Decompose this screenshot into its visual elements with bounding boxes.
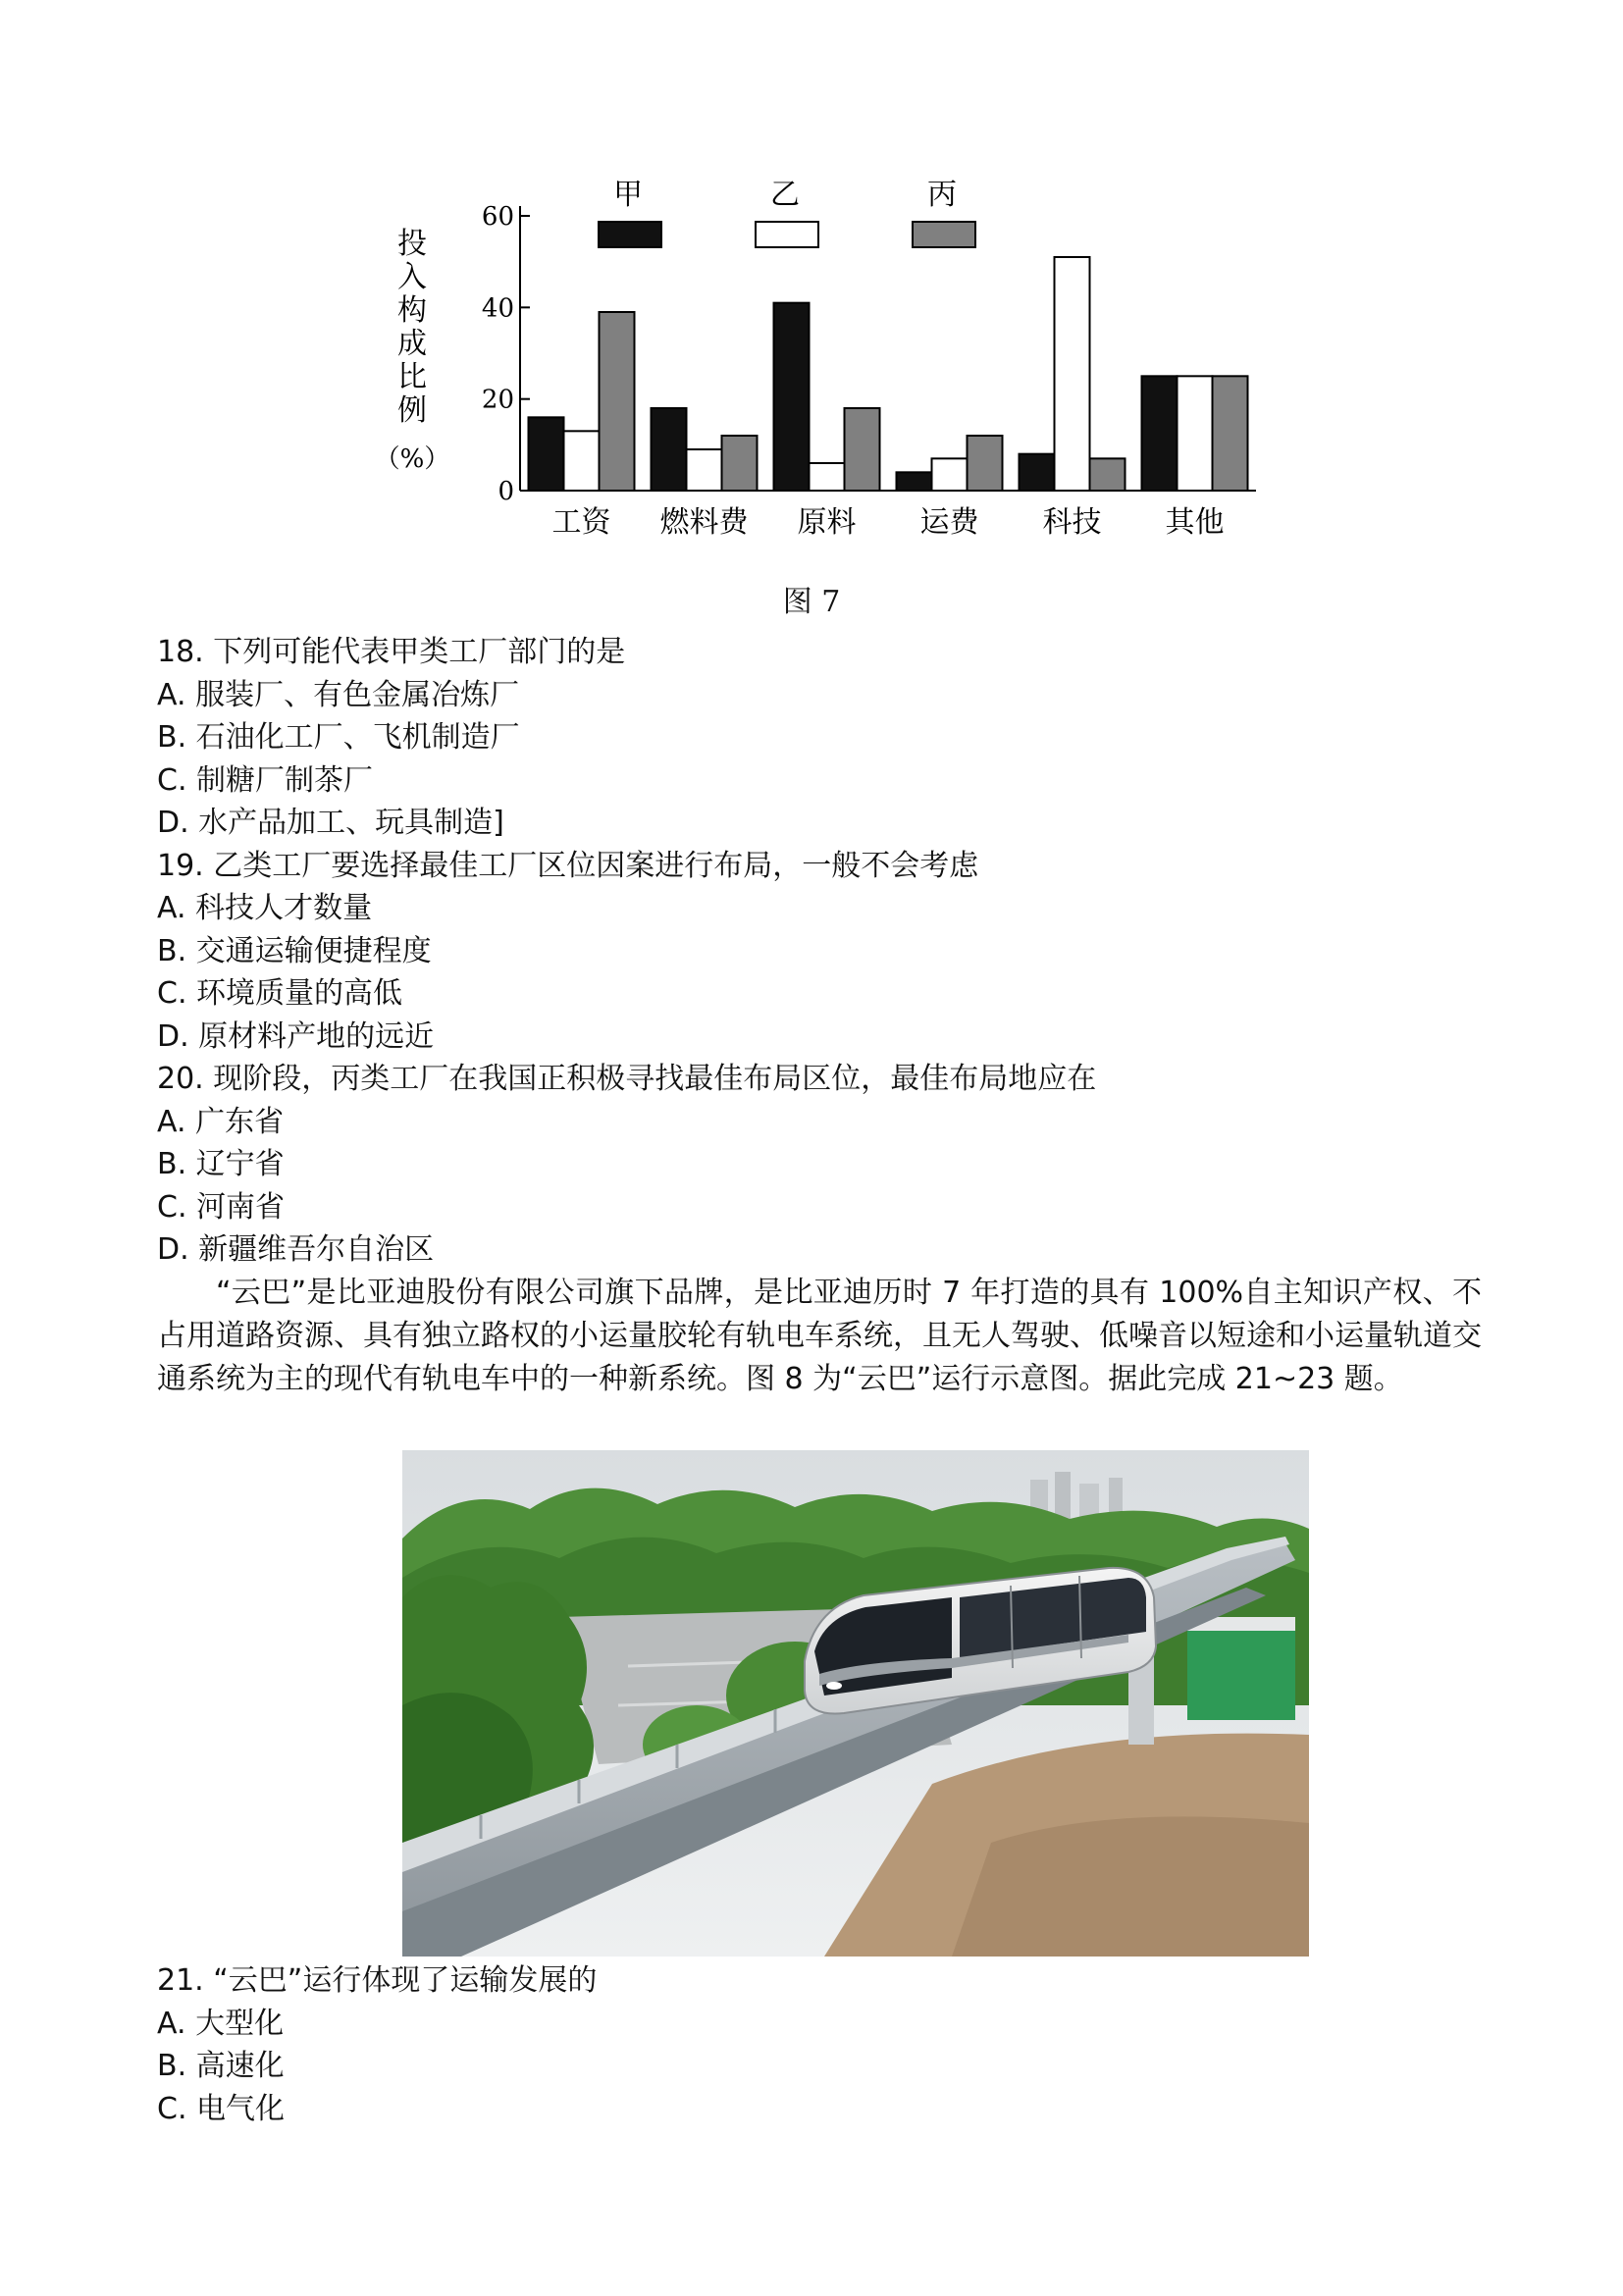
bar-乙-其他 — [1178, 376, 1213, 491]
bar-丙-科技 — [1090, 458, 1126, 491]
option-d: D. 水产品加工、玩具制造] — [157, 806, 504, 840]
x-tick-label: 燃料费 — [659, 505, 749, 540]
question-18 — [157, 631, 1482, 845]
legend-swatch-甲 — [599, 222, 661, 247]
option-a: A. 大型化 — [157, 2006, 285, 2041]
question-stem: 21. “云巴”运行体现了运输发展的 — [157, 1963, 598, 1998]
bar-丙-运费 — [968, 436, 1003, 491]
option-b: B. 辽宁省 — [157, 1147, 285, 1181]
y-axis-label-unit: （%） — [374, 444, 450, 474]
bar-甲-运费 — [897, 472, 932, 491]
question-stem: 18. 下列可能代表甲类工厂部门的是 — [157, 635, 626, 669]
question-block — [157, 631, 1482, 1401]
y-tick-label: 60 — [481, 202, 514, 232]
bar-乙-科技 — [1055, 257, 1090, 491]
option-c: C. 环境质量的高低 — [157, 976, 403, 1011]
bar-甲-工资 — [529, 417, 564, 491]
y-axis-label-char: 成 — [397, 327, 427, 361]
option-c: C. 电气化 — [157, 2091, 286, 2126]
legend-swatch-丙 — [913, 222, 975, 247]
y-tick-label: 0 — [497, 477, 514, 506]
option-a: A. 服装厂、有色金属冶炼厂 — [157, 677, 520, 712]
option-d: D. 新疆维吾尔自治区 — [157, 1232, 435, 1267]
legend-label-甲: 甲 — [613, 178, 643, 212]
x-tick-label: 运费 — [919, 505, 979, 540]
y-tick-label: 40 — [481, 293, 514, 324]
question-20 — [157, 1058, 1482, 1272]
bar-丙-原料 — [845, 408, 880, 491]
bar-丙-燃料费 — [722, 436, 758, 491]
legend-label-乙: 乙 — [770, 178, 800, 212]
bar-丙-其他 — [1213, 376, 1248, 491]
x-tick-label: 其他 — [1165, 505, 1225, 540]
y-axis-label-char: 入 — [397, 260, 427, 294]
yunba-passage: “云巴”是比亚迪股份有限公司旗下品牌，是比亚迪历时 7 年打造的具有 100%自主知识产权、不占用道路资源、具有独立路权的小运量胶轮有轨电车系统，且无人驾驶、低噪音以短途和小运量轨道交通系统为主的现代有轨电车中的一种新系统。图 8 为“云巴”运行示意图。据此完成 21~23 题。 — [157, 1275, 1482, 1396]
x-tick-label: 工资 — [551, 505, 611, 540]
y-axis-label-char: 例 — [397, 393, 427, 428]
yunba-train-photo — [402, 1450, 1309, 1957]
option-c: C. 制糖厂制茶厂 — [157, 762, 374, 798]
option-b: B. 石油化工厂、飞机制造厂 — [157, 720, 520, 755]
option-c: C. 河南省 — [157, 1189, 286, 1225]
option-b: B. 交通运输便捷程度 — [157, 933, 432, 968]
x-tick-label: 科技 — [1042, 505, 1102, 540]
bar-甲-科技 — [1020, 454, 1055, 491]
bar-甲-其他 — [1142, 376, 1178, 491]
bar-乙-燃料费 — [687, 449, 722, 491]
bar-乙-原料 — [810, 463, 845, 491]
y-axis-label-char: 比 — [397, 360, 427, 394]
option-d: D. 原材料产地的远近 — [157, 1018, 435, 1054]
bar-丙-工资 — [600, 312, 635, 491]
bar-乙-运费 — [932, 458, 968, 491]
y-tick-label: 20 — [481, 385, 514, 415]
bar-乙-工资 — [564, 431, 600, 491]
bar-甲-原料 — [774, 303, 810, 491]
y-axis-label-char: 投 — [397, 227, 427, 261]
question-stem: 19. 乙类工厂要选择最佳工厂区位因案进行布局，一般不会考虑 — [157, 848, 979, 883]
option-a: A. 广东省 — [157, 1104, 285, 1139]
question-19 — [157, 845, 1482, 1059]
figure-8-photo — [402, 1450, 1309, 1957]
legend-label-丙: 丙 — [927, 178, 957, 212]
figure-7-caption: 图 7 — [782, 585, 841, 619]
question-stem: 20. 现阶段，丙类工厂在我国正积极寻找最佳布局区位，最佳布局地应在 — [157, 1062, 1097, 1096]
option-b: B. 高速化 — [157, 2049, 285, 2083]
question-21 — [157, 1959, 1482, 2130]
bar-甲-燃料费 — [652, 408, 687, 491]
legend-swatch-乙 — [756, 222, 818, 247]
option-a: A. 科技人才数量 — [157, 891, 373, 925]
x-tick-label: 原料 — [797, 505, 857, 540]
y-axis-label-char: 构 — [397, 293, 427, 328]
